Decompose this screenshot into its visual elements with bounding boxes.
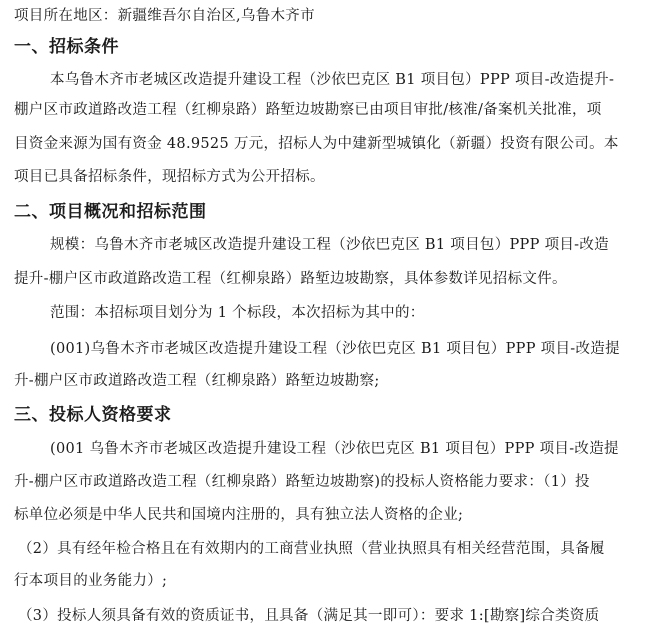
- paragraph-line: 升-棚户区市政道路改造工程（红柳泉路）路堑边坡勘察;: [14, 373, 380, 389]
- section-heading-project-overview: 二、项目概况和招标范围: [14, 202, 207, 222]
- paragraph-line: 项目已具备招标条件，现招标方式为公开招标。: [14, 169, 325, 185]
- paragraph-line: (001 乌鲁木齐市老城区改造提升建设工程（沙依巴克区 B1 项目包）PPP 项目-改造提: [50, 441, 619, 457]
- paragraph-line: 范围：本招标项目划分为 1 个标段，本次招标为其中的：: [50, 305, 425, 321]
- paragraph-line: 提升-棚户区市政道路改造工程（红柳泉路）路堑边坡勘察，具体参数详见招标文件。: [14, 271, 567, 287]
- section-heading-bidder-qualifications: 三、投标人资格要求: [14, 405, 172, 425]
- project-location-line: 项目所在地区：新疆维吾尔自治区,乌鲁木齐市: [14, 8, 315, 24]
- section-heading-bidding-conditions: 一、招标条件: [14, 37, 119, 57]
- paragraph-line: 标单位必须是中华人民共和国境内注册的，具有独立法人资格的企业;: [14, 507, 464, 523]
- paragraph-line: 升-棚户区市政道路改造工程（红柳泉路）路堑边坡勘察)的投标人资格能力要求：（1）投: [14, 474, 590, 490]
- paragraph-line: 棚户区市政道路改造工程（红柳泉路）路堑边坡勘察已由项目审批/核准/备案机关批准，项: [14, 102, 602, 118]
- paragraph-line: （2）具有经年检合格且在有效期内的工商营业执照（营业执照具有相关经营范围，具备履: [18, 541, 605, 557]
- paragraph-line: 行本项目的业务能力）;: [14, 573, 168, 589]
- paragraph-line: 规模：乌鲁木齐市老城区改造提升建设工程（沙依巴克区 B1 项目包）PPP 项目-改造: [50, 237, 609, 253]
- paragraph-line: (001)乌鲁木齐市老城区改造提升建设工程（沙依巴克区 B1 项目包）PPP 项目-改造提: [50, 341, 620, 357]
- paragraph-line: （3）投标人须具备有效的资质证书，且具备（满足其一即可）：要求 1:[勘察]综合类资质: [18, 608, 600, 624]
- paragraph-line: 本乌鲁木齐市老城区改造提升建设工程（沙依巴克区 B1 项目包）PPP 项目-改造提升-: [50, 72, 615, 88]
- paragraph-line: 目资金来源为国有资金 48.9525 万元，招标人为中建新型城镇化（新疆）投资有限公司。本: [14, 136, 619, 152]
